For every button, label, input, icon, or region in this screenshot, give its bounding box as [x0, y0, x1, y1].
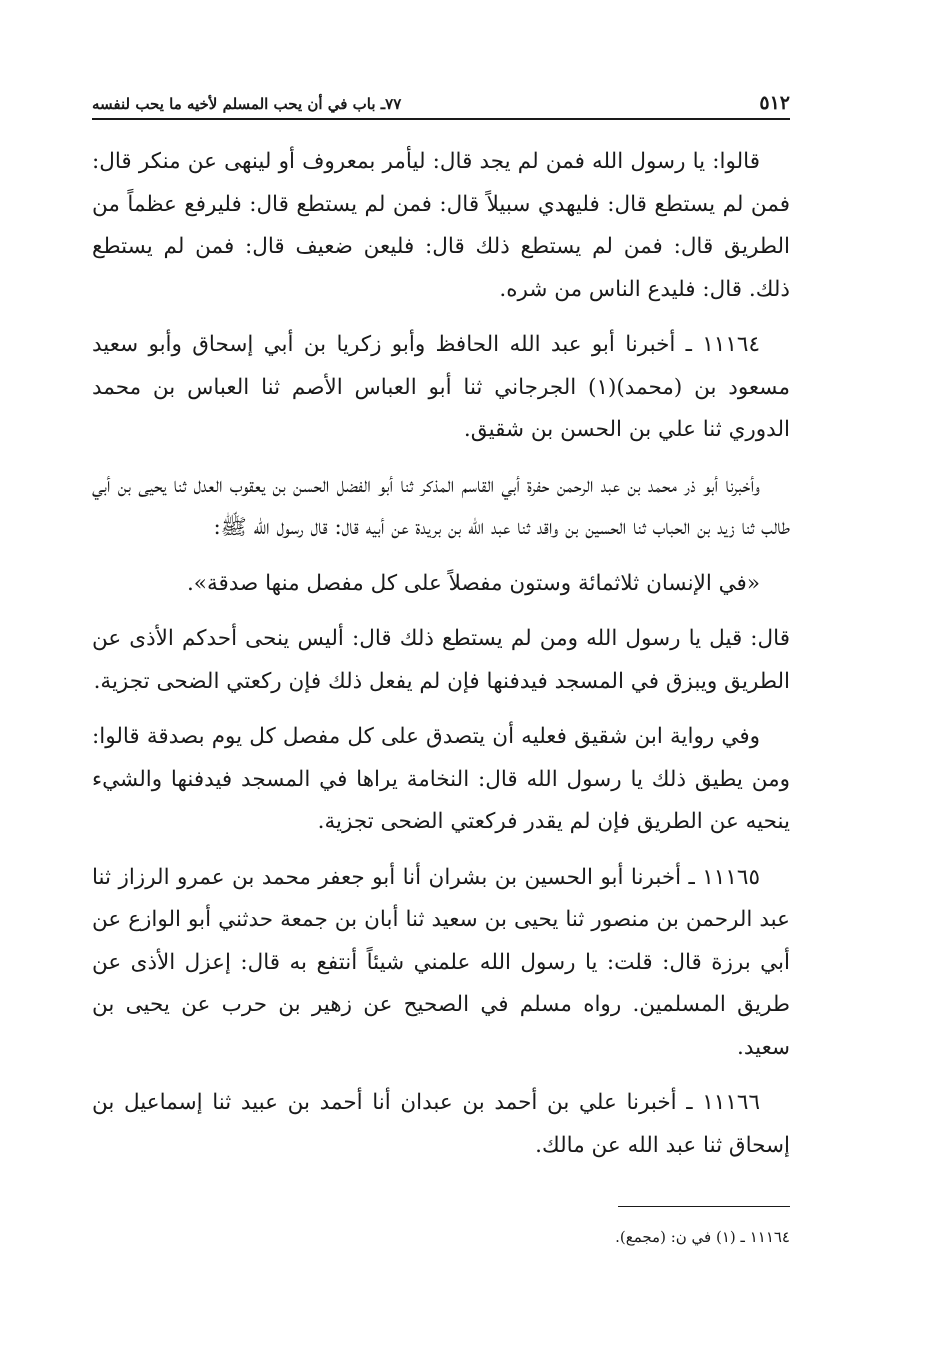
paragraph-riwaya: وفي رواية ابن شقيق فعليه أن يتصدق على كل مفصل كل يوم بصدقة قالوا: ومن يطيق ذلك يا رسول الله قال: النخامة يراها في المسجد فيدفنها والشيء ينحيه عن الطريق فإن لم يقدر فركعتي الضحى تجزية.	[92, 724, 790, 834]
hadith-11166: ١١١٦٦ ـ أخبرنا علي بن أحمد بن عبدان أنا أحمد بن عبيد ثنا إسماعيل بن إسحاق ثنا عبد الله عن مالك.	[92, 1090, 790, 1158]
page-header	[92, 84, 790, 120]
footnote-divider	[618, 1206, 790, 1207]
hadith-quote: «في الإنسان ثلاثمائة وستون مفصلاً على كل مفصل منها صدقة».	[186, 570, 760, 596]
footnote: ١١١٦٤ ـ (١) في ن: (مجمع).	[615, 1228, 790, 1246]
paragraph-continuation: قالوا: يا رسول الله فمن لم يجد قال: ليأمر بمعروف أو لينهى عن منكر قال: فمن لم يستطع قال: فليهدي سبيلاً قال: فمن لم يستطع قال: فليرفع عظماً من الطريق قال: فمن لم يستطع ذلك قال: فليعن ضعيف قال: فمن لم يستطع ذلك. قال: فليدع الناس من شره.	[92, 149, 790, 302]
hadith-11165: ١١١٦٥ ـ أخبرنا أبو الحسين بن بشران أنا أبو جعفر محمد بن عمرو الرزاز ثنا عبد الرحمن بن منصور ثنا يحيى بن سعيد ثنا أبان بن جمعة حدثني أبو الوازع عن أبي برزة قال: قلت: يا رسول الله علمني شيئاً أنتفع به قال: إعزل الأذى عن طريق المسلمين. رواه مسلم في الصحيح عن زهير بن حرب عن يحيى بن سعيد.	[92, 864, 790, 1060]
paragraph-isnad: وأخبرنا أبو ذر محمد بن عبد الرحمن حفرة أبي القاسم المذكر ثنا أبو الفضل الحسن بن يعقوب العدل ثنا يحيى بن أبي طالب ثنا زيد بن الحباب ثنا الحسين بن واقد ثنا عبد الله بن بريدة عن أبيه قال: قال رسول الله ﷺ:	[92, 472, 790, 540]
main-text	[92, 141, 790, 1180]
page-number: ٥١٢	[759, 92, 790, 114]
running-title: ٧٧ـ باب في أن يحب المسلم لأخيه ما يحب لنفسه	[92, 95, 402, 113]
paragraph-qala: قال: قيل يا رسول الله ومن لم يستطع ذلك قال: أليس ينحى أحدكم الأذى عن الطريق ويبزق في المسجد فيدفنها فإن لم يفعل ذلك فإن ركعتي الضحى تجزية.	[92, 626, 790, 694]
hadith-11164: ١١١٦٤ ـ أخبرنا أبو عبد الله الحافظ وأبو زكريا بن أبي إسحاق وأبو سعيد مسعود بن (محمد)(١) الجرجاني ثنا أبو العباس الأصم ثنا العباس بن محمد الدوري ثنا علي بن الحسن بن شقيق.	[92, 332, 790, 442]
